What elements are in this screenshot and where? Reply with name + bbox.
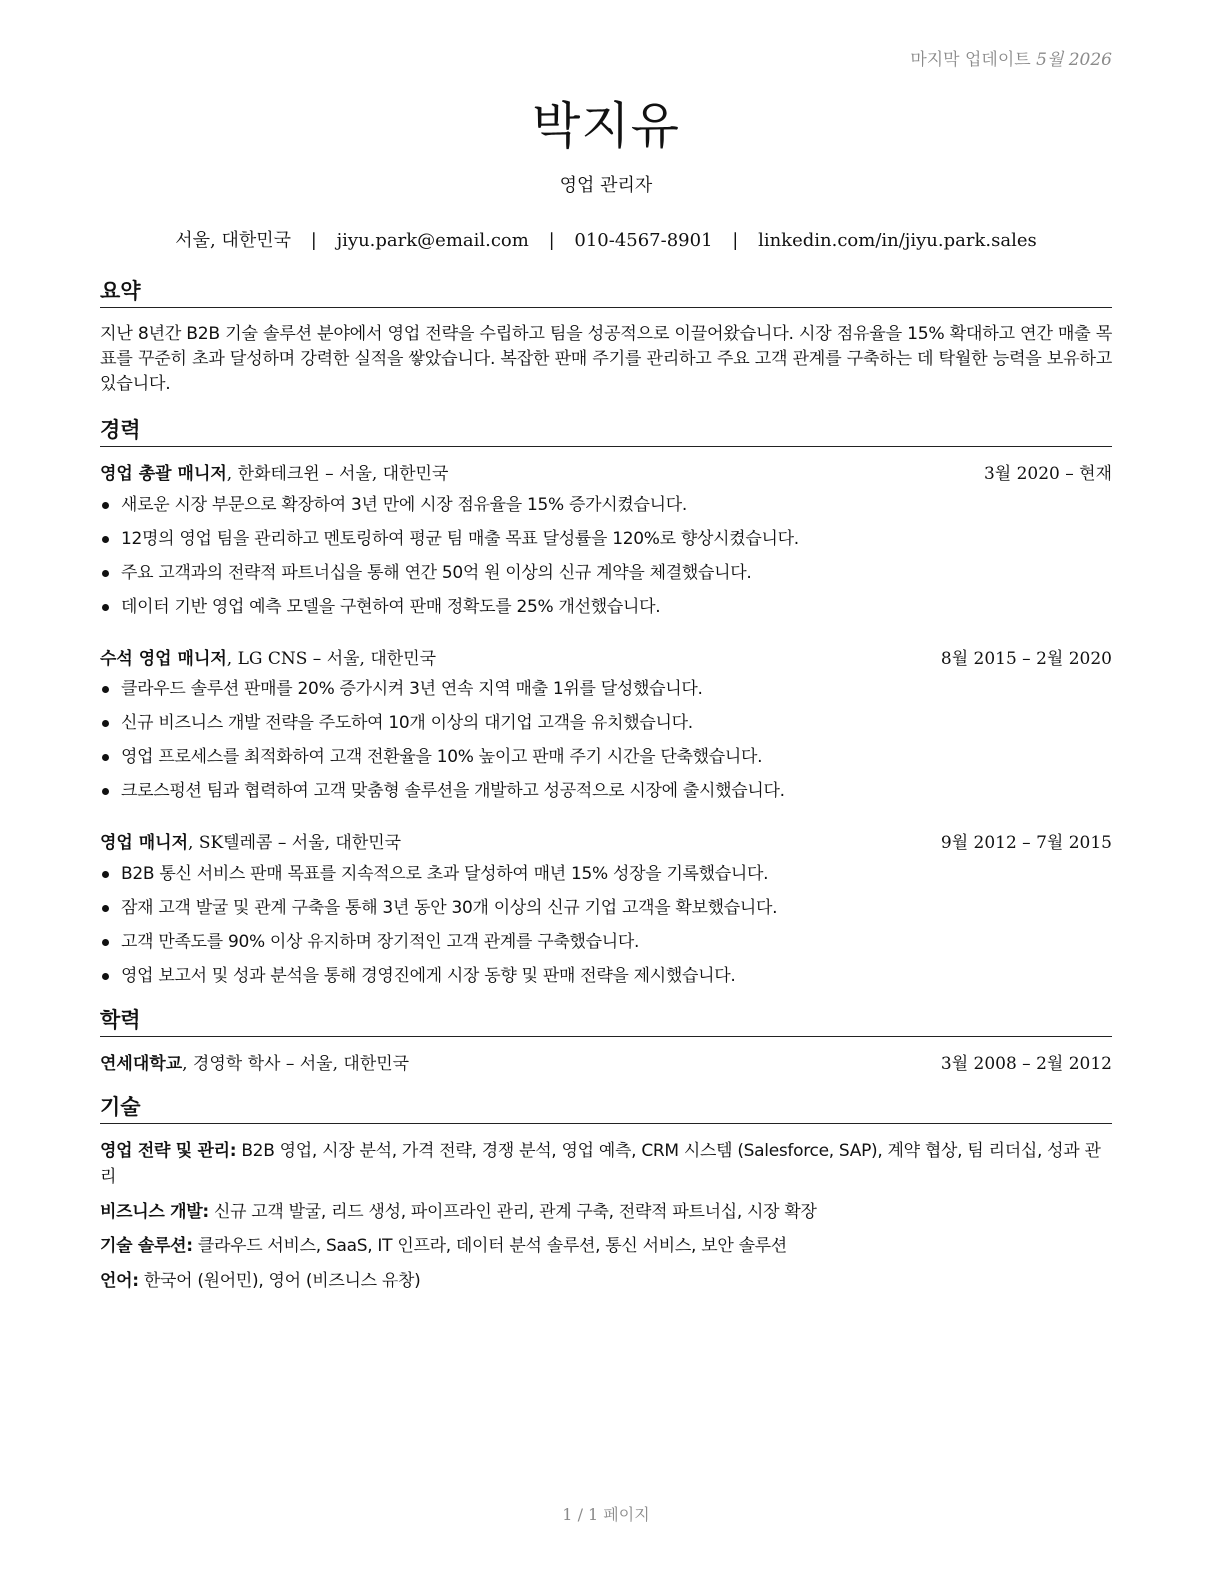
- resume-page: [100, 0, 1112, 1584]
- skill-label: 영업 전략 및 관리:: [100, 1141, 237, 1161]
- skill-value: 신규 고객 발굴, 리드 생성, 파이프라인 관리, 관계 구축, 전략적 파트너십, 시장 확장: [208, 1202, 817, 1222]
- bullet-icon: [102, 754, 109, 761]
- page-number: 1 / 1 페이지: [562, 1505, 650, 1524]
- bullet-icon: [102, 905, 109, 912]
- bullet-icon: [102, 720, 109, 727]
- candidate-role: 영업 관리자: [559, 175, 653, 196]
- last-updated: [910, 45, 1112, 70]
- section-heading-summary: 요약: [100, 278, 1112, 308]
- skill-line: [100, 1233, 1112, 1259]
- section-heading-education: 학력: [100, 1007, 1112, 1037]
- skill-label: 기술 솔루션:: [100, 1236, 193, 1256]
- job-title: 수석 영업 매니저: [100, 649, 227, 669]
- skill-label: 언어:: [100, 1271, 139, 1291]
- contact-separator: |: [548, 230, 555, 251]
- contact-line: [100, 226, 1112, 252]
- bullet-icon: [102, 788, 109, 795]
- job-dates: 8월 2015 – 2월 2020: [940, 649, 1112, 669]
- job-dates: 3월 2020 – 현재: [983, 464, 1112, 484]
- bullet-icon: [102, 502, 109, 509]
- school-name: 연세대학교: [100, 1054, 183, 1074]
- list-item: B2B 통신 서비스 판매 목표를 지속적으로 초과 달성하여 매년 15% 성장을 기록했습니다.: [100, 862, 1112, 896]
- skill-line: [100, 1199, 1112, 1225]
- job-header: [100, 831, 1112, 855]
- education-entry: [100, 1052, 1112, 1076]
- job-header: [100, 462, 1112, 486]
- education-dates: 3월 2008 – 2월 2012: [940, 1054, 1112, 1074]
- job-bullets: [100, 493, 1112, 629]
- bullet-icon: [102, 604, 109, 611]
- bullet-icon: [102, 871, 109, 878]
- last-updated-prefix: 마지막 업데이트: [910, 50, 1031, 70]
- list-item: 새로운 시장 부문으로 확장하여 3년 만에 시장 점유율을 15% 증가시켰습니다.: [100, 493, 1112, 527]
- job-title: 영업 매니저: [100, 833, 189, 853]
- bullet-icon: [102, 686, 109, 693]
- contact-email[interactable]: jiyu.park@email.com: [336, 230, 529, 251]
- contact-separator: |: [732, 230, 739, 251]
- skill-line: [100, 1138, 1112, 1190]
- list-item: 크로스펑션 팀과 협력하여 고객 맞춤형 솔루션을 개발하고 성공적으로 시장에 출시했습니다.: [100, 779, 1112, 813]
- list-item: 영업 보고서 및 성과 분석을 통해 경영진에게 시장 동향 및 판매 전략을 제시했습니다.: [100, 964, 1112, 998]
- list-item: 영업 프로세스를 최적화하여 고객 전환율을 10% 높이고 판매 주기 시간을 단축했습니다.: [100, 745, 1112, 779]
- bullet-icon: [102, 570, 109, 577]
- skill-label: 비즈니스 개발:: [100, 1202, 209, 1222]
- list-item: 신규 비즈니스 개발 전략을 주도하여 10개 이상의 대기업 고객을 유치했습니다.: [100, 711, 1112, 745]
- skill-value: B2B 영업, 시장 분석, 가격 전략, 경쟁 분석, 영업 예측, CRM 시스템 (Salesforce, SAP), 계약 협상, 팀 리더십, 성과 관리: [100, 1141, 1101, 1187]
- job-bullets: [100, 677, 1112, 813]
- bullet-icon: [102, 973, 109, 980]
- last-updated-date: 5월 2026: [1036, 50, 1112, 70]
- list-item: 주요 고객과의 전략적 파트너십을 통해 연간 50억 원 이상의 신규 계약을 체결했습니다.: [100, 561, 1112, 595]
- list-item: 고객 만족도를 90% 이상 유지하며 장기적인 고객 관계를 구축했습니다.: [100, 930, 1112, 964]
- job-dates: 9월 2012 – 7월 2015: [940, 833, 1112, 853]
- job-company: , LG CNS – 서울, 대한민국: [226, 649, 437, 669]
- contact-linkedin[interactable]: linkedin.com/in/jiyu.park.sales: [758, 230, 1037, 251]
- skill-value: 한국어 (원어민), 영어 (비즈니스 유창): [138, 1271, 421, 1291]
- contact-location: 서울, 대한민국: [175, 230, 292, 251]
- list-item: 데이터 기반 영업 예측 모델을 구현하여 판매 정확도를 25% 개선했습니다.: [100, 595, 1112, 629]
- job-company: , SK텔레콤 – 서울, 대한민국: [188, 833, 402, 853]
- section-heading-skills: 기술: [100, 1094, 1112, 1124]
- contact-phone: 010-4567-8901: [574, 230, 713, 251]
- list-item: 클라우드 솔루션 판매를 20% 증가시켜 3년 연속 지역 매출 1위를 달성했습니다.: [100, 677, 1112, 711]
- job-bullets: [100, 862, 1112, 998]
- bullet-icon: [102, 536, 109, 543]
- bullet-icon: [102, 939, 109, 946]
- degree-info: , 경영학 학사 – 서울, 대한민국: [182, 1054, 410, 1074]
- job-title: 영업 총괄 매니저: [100, 464, 227, 484]
- section-heading-experience: 경력: [100, 417, 1112, 447]
- list-item: 12명의 영업 팀을 관리하고 멘토링하여 평균 팀 매출 목표 달성률을 120%로 향상시켰습니다.: [100, 527, 1112, 561]
- list-item: 잠재 고객 발굴 및 관계 구축을 통해 3년 동안 30개 이상의 신규 기업 고객을 확보했습니다.: [100, 896, 1112, 930]
- skill-line: [100, 1268, 1112, 1294]
- summary-text: 지난 8년간 B2B 기술 솔루션 분야에서 영업 전략을 수립하고 팀을 성공적으로 이끌어왔습니다. 시장 점유율을 15% 확대하고 연간 매출 목표를 꾸준히 초과 달성하며 강력한 실적을 쌓았습니다. 복잡한 판매 주기를 관리하고 주요 고객 관계를 구축하는 데 탁월한 능력을 보유하고 있습니다.: [100, 324, 1112, 394]
- job-header: [100, 647, 1112, 671]
- candidate-name: 박지유: [532, 97, 680, 155]
- skill-value: 클라우드 서비스, SaaS, IT 인프라, 데이터 분석 솔루션, 통신 서비스, 보안 솔루션: [192, 1236, 787, 1256]
- job-company: , 한화테크윈 – 서울, 대한민국: [226, 464, 449, 484]
- contact-separator: |: [310, 230, 317, 251]
